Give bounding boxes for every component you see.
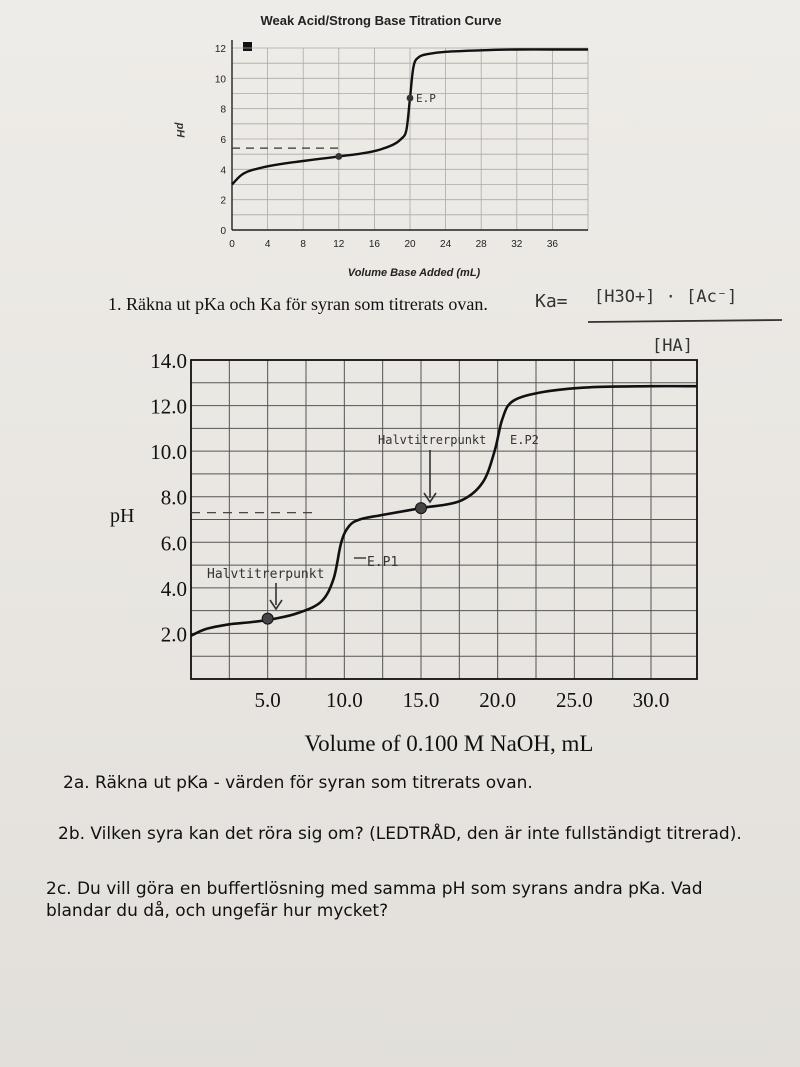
- chart2-y-tick-label: 2.0: [160, 622, 187, 647]
- chart1-x-tick-label: 12: [333, 239, 345, 250]
- chart1-y-tick-label: 2: [220, 195, 226, 207]
- chart1-y-tick-label: 8: [220, 104, 226, 116]
- chart2-curve: [191, 386, 697, 636]
- question-2a: 2a. Räkna ut pKa - värden för syran som titrerats ovan.: [63, 773, 533, 793]
- chart1-x-tick-label: 24: [440, 239, 452, 250]
- chart1-x-tick-label: 8: [300, 239, 306, 250]
- chart1-x-tick-label: 32: [511, 239, 523, 250]
- annotation-ep1: E.P1: [367, 555, 399, 570]
- chart1-y-tick-label: 0: [220, 226, 226, 237]
- chart1-x-tick-label: 0: [229, 239, 235, 250]
- ka-numerator: [H3O+] · [Ac⁻]: [594, 287, 738, 307]
- question-2c: 2c. Du vill göra en buffertlösning med samma pH som syrans andra pKa. Vad blandar du då, och ungefär hur mycket?: [46, 879, 703, 921]
- chart1-title: Weak Acid/Strong Base Titration Curve: [260, 13, 502, 28]
- chart1-y-tick-label: 12: [214, 44, 226, 55]
- chart2-point: [416, 503, 427, 514]
- chart1-x-tick-label: 4: [264, 239, 271, 250]
- chart2-x-tick-label: 20.0: [479, 688, 517, 712]
- chart2-x-tick-label: 10.0: [325, 688, 363, 712]
- chart2-y-tick-label: 4.0: [160, 576, 187, 601]
- question-2b: 2b. Vilken syra kan det röra sig om? (LEDTRÅD, den är inte fullständigt titrerad).: [58, 824, 742, 844]
- chart2-point: [262, 613, 273, 624]
- annotation-halvtitrerpunkt-1: Halvtitrerpunkt: [207, 567, 325, 582]
- chart1-x-tick-label: 36: [546, 239, 558, 250]
- chart1-x-tick-label: 20: [404, 239, 416, 250]
- ka-denominator: [HA]: [652, 336, 693, 356]
- ka-lhs: Ka=: [535, 291, 568, 312]
- chart2-y-tick-label: 6.0: [160, 531, 187, 556]
- chart1-xlabel: Volume Base Added (mL): [347, 267, 481, 279]
- annotation-ep2: E.P2: [510, 433, 539, 447]
- chart1-y-tick-label: 4: [220, 165, 226, 177]
- chart2-xlabel: Volume of 0.100 M NaOH, mL: [304, 731, 594, 756]
- chart1-point-label: E.P: [416, 92, 436, 106]
- chart2-y-tick-label: 14.0: [150, 349, 187, 373]
- chart2-y-tick-label: 8.0: [160, 485, 187, 510]
- annotation-halvtitrerpunkt-2: Halvtitrerpunkt: [378, 433, 487, 447]
- chart1-x-tick-label: 28: [475, 239, 487, 250]
- chart2-x-tick-label: 5.0: [254, 688, 281, 712]
- chart2-y-tick-label: 10.0: [150, 440, 187, 465]
- chart2-x-tick-label: 15.0: [402, 688, 440, 712]
- chart1-x-tick-label: 16: [368, 239, 380, 250]
- question-1: 1. Räkna ut pKa och Ka för syran som titrerats ovan.: [108, 294, 488, 314]
- chart1-ylabel: pH: [174, 122, 186, 138]
- chart2-ylabel: pH: [110, 505, 135, 527]
- chart2-y-tick-label: 12.0: [150, 394, 187, 419]
- chart1-y-tick-label: 10: [214, 74, 226, 86]
- chart2-x-tick-label: 30.0: [632, 688, 670, 712]
- chart1-y-tick-label: 6: [220, 135, 226, 146]
- chart2-x-tick-label: 25.0: [555, 688, 593, 712]
